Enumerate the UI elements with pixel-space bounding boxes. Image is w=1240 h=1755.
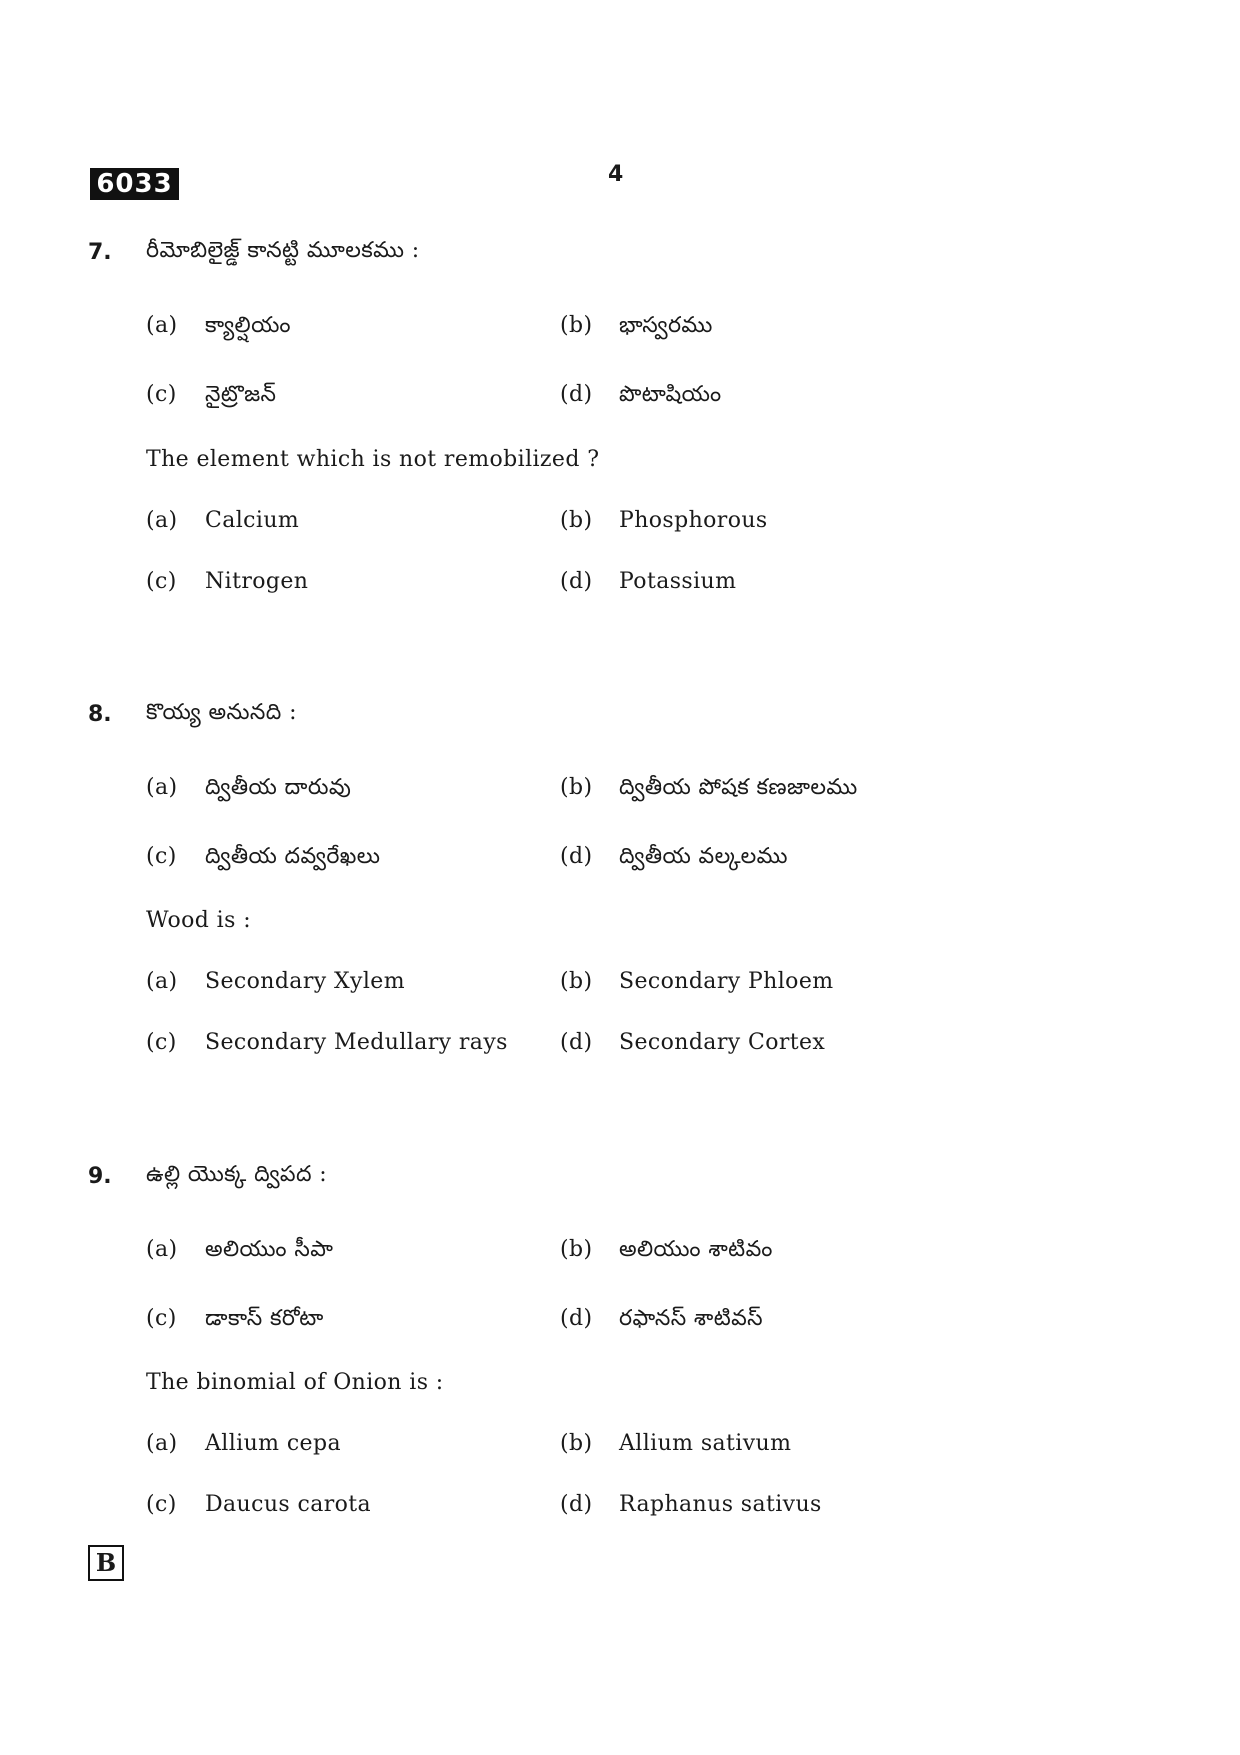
option-text: Calcium	[205, 508, 300, 533]
option-text: Secondary Medullary rays	[205, 1030, 508, 1055]
option-label: (a)	[146, 1431, 178, 1456]
option-label: (c)	[146, 382, 177, 407]
option-text: Secondary Cortex	[619, 1030, 826, 1055]
telugu-option-a	[146, 313, 291, 343]
option-text: Potassium	[619, 569, 737, 594]
telugu-option-d	[560, 1306, 763, 1336]
english-option-b	[560, 508, 768, 533]
telugu-question-text: కొయ్య అనునది :	[146, 700, 297, 725]
option-label: (d)	[560, 1492, 593, 1517]
option-label: (b)	[560, 1237, 593, 1262]
option-text: Secondary Xylem	[205, 969, 405, 994]
option-label: (c)	[146, 1030, 177, 1055]
option-label: (b)	[560, 1431, 593, 1456]
option-label: (b)	[560, 969, 593, 994]
option-label: (a)	[146, 1237, 178, 1262]
option-label: (d)	[560, 1306, 593, 1331]
option-label: (d)	[560, 382, 593, 407]
question-number: 8.	[88, 702, 112, 727]
option-text: అలియుం సీపా	[205, 1237, 334, 1262]
telugu-option-b	[560, 1237, 773, 1267]
telugu-option-b	[560, 313, 713, 343]
option-label: (c)	[146, 569, 177, 594]
option-text: పొటాషియం	[619, 382, 722, 407]
option-text: Secondary Phloem	[619, 969, 834, 994]
option-text: Allium cepa	[205, 1431, 341, 1456]
telugu-question-text: రీమోబిలైజ్డ్ కానట్టి మూలకము :	[146, 238, 420, 263]
telugu-question-text: ఉల్లి యొక్క ద్విపద :	[146, 1162, 328, 1187]
english-option-d	[560, 1030, 825, 1055]
option-text: ద్వితీయ దవ్వరేఖలు	[205, 844, 381, 869]
question-number: 9.	[88, 1164, 112, 1189]
telugu-option-a	[146, 1237, 333, 1267]
option-text: ద్వితీయ దారువు	[205, 775, 352, 800]
option-text: ద్వితీయ వల్కలము	[619, 844, 788, 869]
option-label: (b)	[560, 508, 593, 533]
option-label: (c)	[146, 1492, 177, 1517]
telugu-option-a	[146, 775, 351, 805]
option-label: (a)	[146, 313, 178, 338]
option-label: (b)	[560, 775, 593, 800]
option-text: Raphanus sativus	[619, 1492, 822, 1517]
option-text: నైట్రొజన్	[205, 382, 277, 407]
option-text: భాస్వరము	[619, 313, 713, 338]
option-text: Daucus carota	[205, 1492, 372, 1517]
telugu-option-c	[146, 1306, 324, 1336]
english-option-b	[560, 1431, 791, 1456]
english-question-text: The element which is not remobilized ?	[146, 447, 600, 472]
telugu-option-c	[146, 844, 380, 874]
option-text: రఫానస్ శాటివస్	[619, 1306, 764, 1331]
option-label: (d)	[560, 844, 593, 869]
series-code-box: B	[88, 1545, 124, 1581]
english-question-text: The binomial of Onion is :	[146, 1370, 444, 1395]
english-option-a	[146, 1431, 341, 1456]
option-text: డాకాస్ కరోటా	[205, 1306, 324, 1331]
telugu-option-b	[560, 775, 858, 805]
telugu-option-c	[146, 382, 276, 412]
option-text: Allium sativum	[619, 1431, 792, 1456]
english-option-b	[560, 969, 834, 994]
english-option-a	[146, 508, 299, 533]
option-label: (d)	[560, 569, 593, 594]
option-label: (c)	[146, 1306, 177, 1331]
option-text: ద్వితీయ పోషక కణజాలము	[619, 775, 858, 800]
option-label: (a)	[146, 969, 178, 994]
option-label: (a)	[146, 508, 178, 533]
question-number: 7.	[88, 240, 112, 265]
english-option-a	[146, 969, 405, 994]
english-question-text: Wood is :	[146, 908, 252, 933]
option-label: (d)	[560, 1030, 593, 1055]
english-option-c	[146, 1492, 371, 1517]
telugu-option-d	[560, 844, 788, 874]
option-text: క్యాల్షియం	[205, 313, 291, 338]
page-number: 4	[608, 162, 624, 187]
option-text: Phosphorous	[619, 508, 768, 533]
option-label: (b)	[560, 313, 593, 338]
option-label: (a)	[146, 775, 178, 800]
telugu-option-d	[560, 382, 722, 412]
option-label: (c)	[146, 844, 177, 869]
english-option-c	[146, 1030, 508, 1055]
booklet-code-badge: 6033	[90, 168, 179, 200]
english-option-d	[560, 569, 736, 594]
english-option-d	[560, 1492, 822, 1517]
option-text: అలియుం శాటివం	[619, 1237, 773, 1262]
english-option-c	[146, 569, 308, 594]
option-text: Nitrogen	[205, 569, 309, 594]
